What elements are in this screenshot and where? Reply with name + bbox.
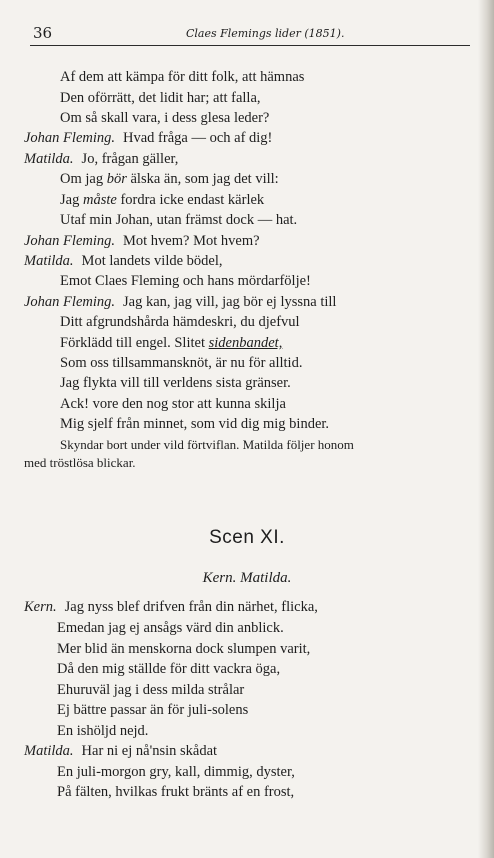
- page-edge-shadow: [478, 0, 494, 858]
- verse-line: Om så skall vara, i dess glesa leder?: [60, 110, 270, 126]
- speech-text: Mot landets vilde bödel,: [81, 253, 223, 269]
- speech-text: Jag kan, jag vill, jag bör ej lyssna till: [123, 294, 337, 310]
- verse-line: Ehuruväl jag i dess milda strålar: [57, 682, 245, 698]
- speaker-name: Johan Fleming.: [24, 294, 116, 310]
- verse-line: Utaf min Johan, utan främst dock — hat.: [60, 212, 298, 228]
- verse-line: [60, 191, 264, 209]
- speech-text: Jo, frågan gäller,: [81, 151, 179, 167]
- verse-text: Jag: [60, 192, 83, 208]
- verse-line: Emedan jag ej ansågs värd din anblick.: [57, 620, 284, 636]
- header-rule: [30, 45, 470, 46]
- verse-line: Ack! vore den nog stor att kunna skilja: [60, 396, 286, 412]
- dialogue-line: [24, 129, 272, 147]
- speaker-name: Kern.: [24, 599, 57, 615]
- verse-line: Jag flykta vill till verldens sista gränser.: [60, 375, 291, 391]
- verse-line: Mer blid än menskorna dock slumpen varit,: [57, 641, 311, 657]
- verse-text: fordra icke endast kärlek: [116, 192, 265, 208]
- verse-text: Om jag: [60, 171, 107, 187]
- dialogue-line: [24, 293, 336, 311]
- dialogue-line: [24, 150, 178, 168]
- speaker-name: Matilda.: [24, 253, 74, 269]
- scene-characters: Kern. Matilda.: [202, 570, 292, 586]
- running-title: Claes Flemings lider (1851).: [186, 27, 345, 40]
- scene-title: Scen XI.: [209, 527, 285, 548]
- speaker-name: Matilda.: [24, 151, 74, 167]
- speech-text: Hvad fråga — och af dig!: [123, 130, 273, 146]
- verse-line: Den oförrätt, det lidit har; att falla,: [60, 90, 261, 106]
- speech-text: Jag nyss blef drifven från din närhet, flicka,: [64, 599, 318, 615]
- emphasis-text: måste: [82, 192, 117, 208]
- verse-line: Ditt afgrundshårda hämdeskri, du djefvul: [60, 314, 300, 330]
- dialogue-line: [24, 742, 217, 760]
- verse-line: [60, 334, 282, 352]
- verse-text: Förklädd till engel. Slitet: [60, 335, 209, 351]
- speaker-name: Johan Fleming.: [24, 130, 116, 146]
- verse-line: Ej bättre passar än för juli-solens: [57, 702, 249, 718]
- verse-line: Mig sjelf från minnet, som vid dig mig binder.: [60, 416, 330, 432]
- verse-line: En juli-morgon gry, kall, dimmig, dyster,: [57, 764, 295, 780]
- stage-direction: Skyndar bort under vild förtviflan. Matilda följer honom: [60, 437, 354, 452]
- page-header: [0, 24, 494, 44]
- speaker-name: Matilda.: [24, 743, 74, 759]
- dialogue-line: [24, 232, 260, 250]
- emphasis-text: bör: [106, 171, 127, 187]
- verse-text: älska än, som jag det vill:: [126, 171, 279, 187]
- stage-direction: med tröstlösa blickar.: [24, 455, 136, 470]
- verse-line: Som oss tillsammansknöt, är nu för alltid.: [60, 355, 303, 371]
- page-number: 36: [33, 24, 53, 42]
- speech-text: Mot hvem? Mot hvem?: [123, 233, 260, 249]
- verse-line: På fälten, hvilkas frukt bränts af en frost,: [57, 784, 295, 800]
- verse-line: Emot Claes Fleming och hans mördarfölje!: [60, 273, 311, 289]
- verse-line: En ishöljd nejd.: [57, 723, 149, 739]
- verse-line: Då den mig ställde för ditt vackra öga,: [57, 661, 281, 677]
- dialogue-line: [24, 598, 318, 616]
- emphasis-text: sidenbandet,: [208, 335, 283, 351]
- verse-line: [60, 170, 279, 188]
- speech-text: Har ni ej nå'nsin skådat: [81, 743, 218, 759]
- speaker-name: Johan Fleming.: [24, 233, 116, 249]
- verse-line: Af dem att kämpa för ditt folk, att hämnas: [60, 69, 305, 85]
- dialogue-line: [24, 252, 223, 270]
